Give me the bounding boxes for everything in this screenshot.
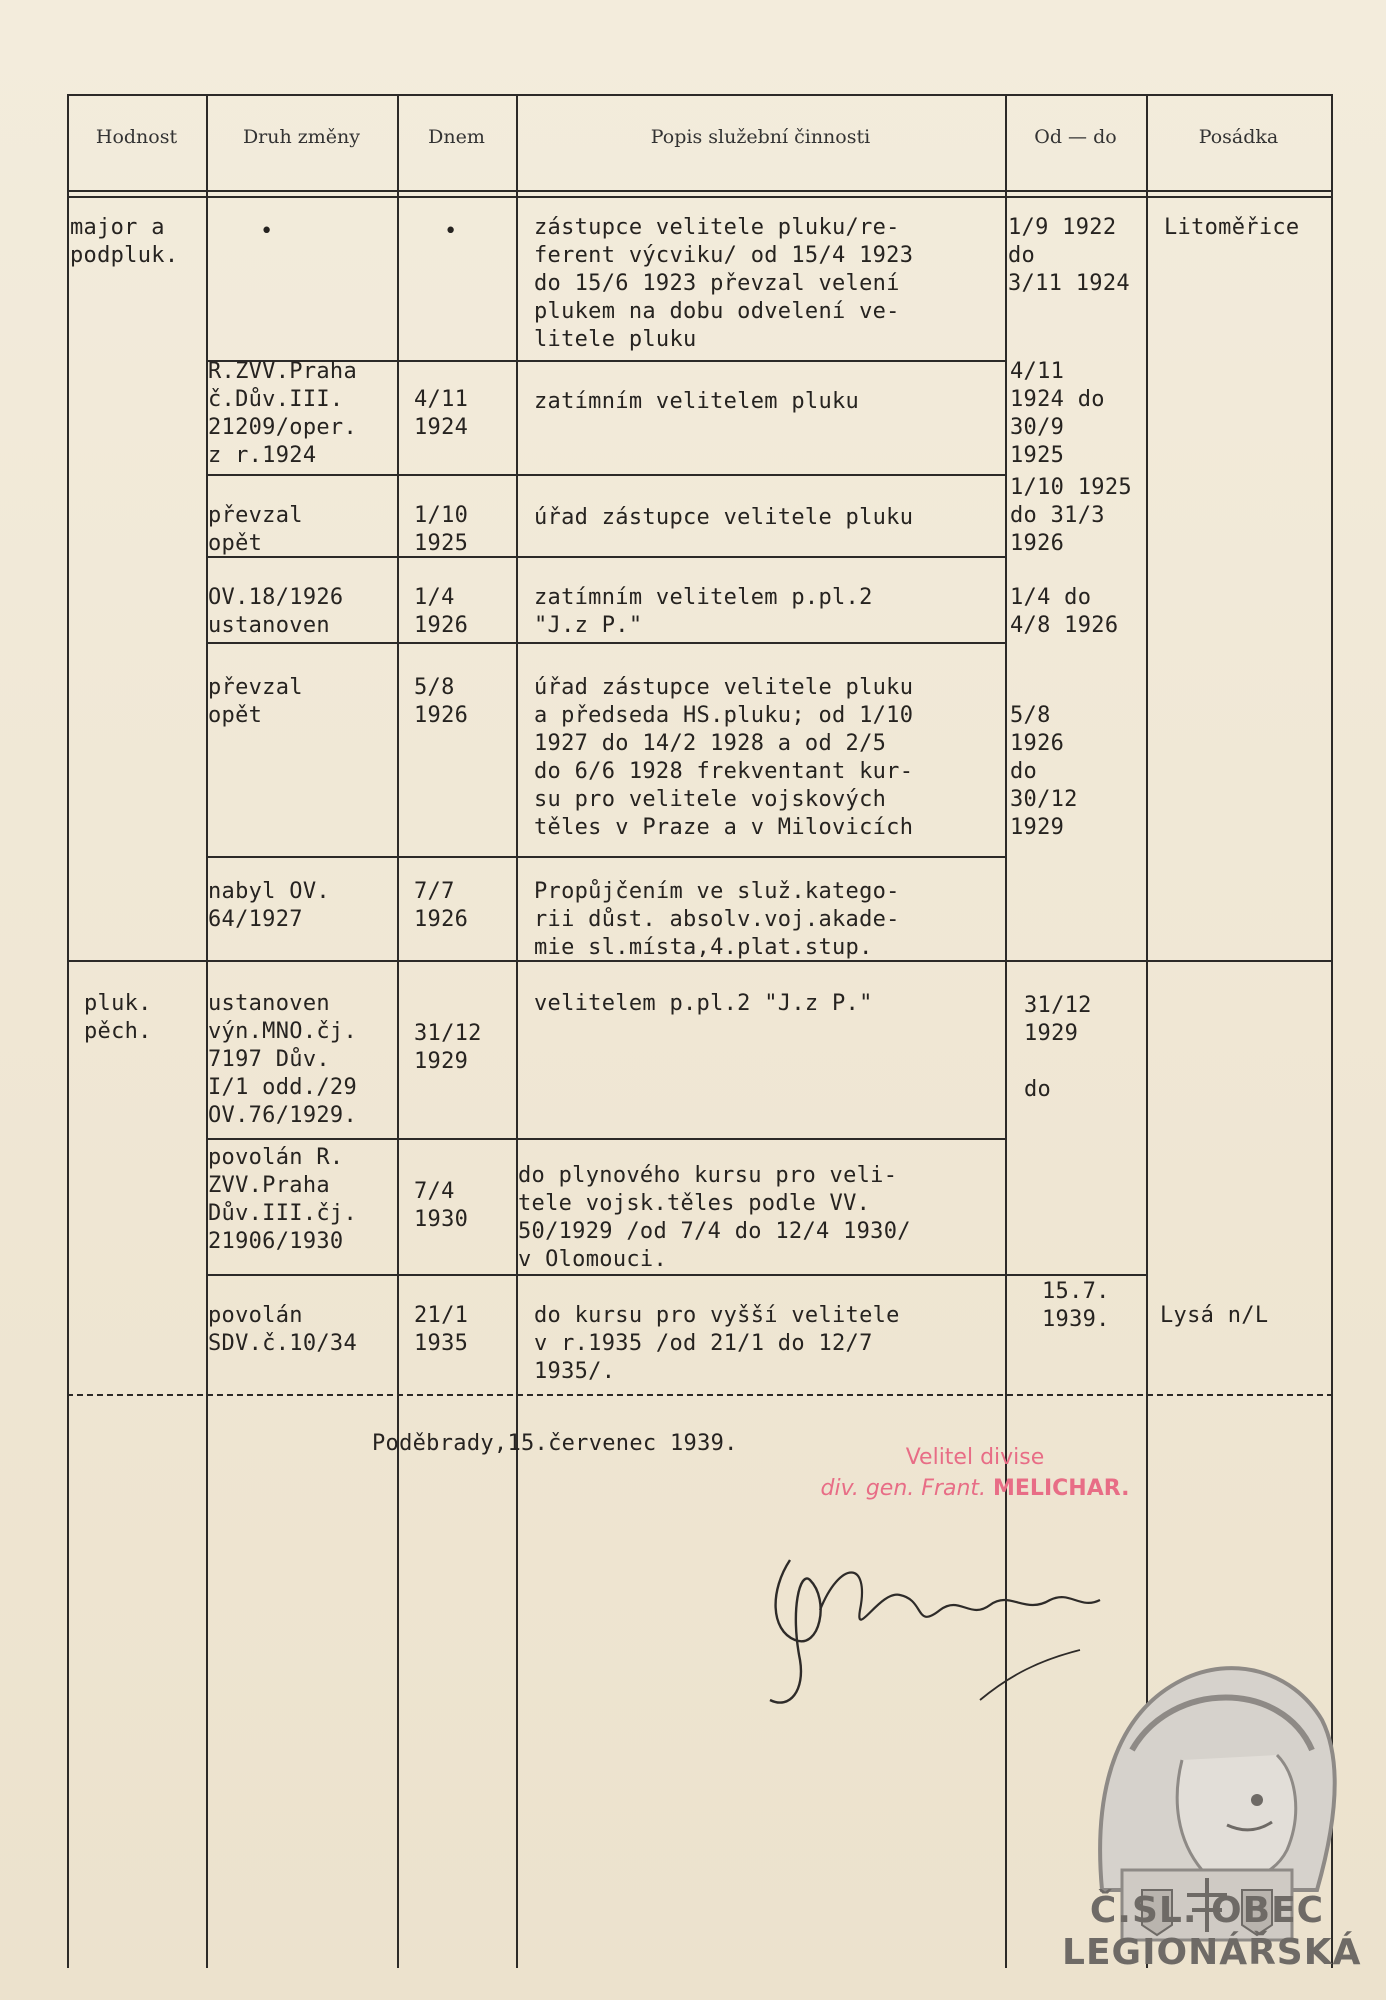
closing-dashed-rule xyxy=(67,1394,1333,1396)
cell-description: velitelem p.pl.2 "J.z P." xyxy=(534,991,873,1016)
cell-change: povolán R. ZVV.Praha Dův.III.čj. 21906/1930 xyxy=(208,1145,357,1254)
cell-day: 1/10 1925 xyxy=(414,503,469,556)
cell-change: • xyxy=(260,219,274,244)
cell-period: 15.7. 1939. xyxy=(1042,1279,1110,1332)
cell-description: úřad zástupce velitele pluku a předseda HS.pluku; od 1/10 1927 do 14/2 1928 a od 2/5 do 6/6 1928 frekventant kur- su pro velitele vojskových těles v Praze a v Milovicích xyxy=(534,675,914,840)
cell-description: do kursu pro vyšší velitele v r.1935 /od 21/1 do 12/7 1935/. xyxy=(534,1303,900,1384)
cell-change: ustanoven výn.MNO.čj. 7197 Dův. I/1 odd./29 OV.76/1929. xyxy=(208,991,357,1128)
cell-day: • xyxy=(444,219,458,244)
cell-period: 5/8 1926 do 30/12 1929 xyxy=(1010,703,1078,840)
column-rule xyxy=(516,94,518,1968)
header-rule xyxy=(67,190,1333,192)
cell-description: zatímním velitelem pluku xyxy=(534,389,860,414)
cell-description: úřad zástupce velitele pluku xyxy=(534,505,914,530)
cell-garrison: Lysá n/L xyxy=(1160,1303,1269,1328)
row-rule xyxy=(206,856,1006,858)
cell-period: 1/9 1922 do 3/11 1924 xyxy=(1008,215,1130,296)
row-rule xyxy=(206,642,1006,644)
cell-rank: pluk. pěch. xyxy=(84,991,152,1044)
row-rule xyxy=(1005,1274,1147,1276)
stamp-name-line xyxy=(785,1476,1165,1501)
stamp-title: Velitel divise xyxy=(905,1445,1045,1470)
header-rule xyxy=(67,196,1333,198)
stamp-surname: MELICHAR. xyxy=(993,1476,1130,1501)
cell-day: 7/7 1926 xyxy=(414,879,469,932)
cell-day: 1/4 1926 xyxy=(414,585,469,638)
header-garrison: Posádka xyxy=(1198,126,1279,148)
cell-day: 31/12 1929 xyxy=(414,1021,482,1074)
cell-day: 21/1 1935 xyxy=(414,1303,469,1356)
row-rule xyxy=(206,1274,1006,1276)
header-period: Od — do xyxy=(1034,126,1117,148)
header-rank: Hodnost xyxy=(95,126,178,148)
cell-description: do plynového kursu pro veli- tele vojsk.těles podle VV. 50/1929 /od 7/4 do 12/4 1930/ v Olomouci. xyxy=(518,1163,911,1272)
cell-day: 5/8 1926 xyxy=(414,675,469,728)
table-top-rule xyxy=(67,94,1333,96)
emblem-text-line1: Č.SL. OBEC xyxy=(1089,1890,1325,1931)
cell-description: Propůjčením ve služ.katego- rii důst. absolv.voj.akade- mie sl.místa,4.plat.stup. xyxy=(534,879,900,960)
row-rule xyxy=(206,474,1006,476)
header-day: Dnem xyxy=(428,126,485,148)
emblem-text-line2: LEGIONÁŘSKÁ xyxy=(1062,1932,1362,1973)
cell-change: převzal opět xyxy=(208,675,303,728)
cell-rank: major a podpluk. xyxy=(70,215,179,268)
row-rule xyxy=(206,556,1006,558)
cell-period: 4/11 1924 do 30/9 1925 xyxy=(1010,359,1105,468)
header-change: Druh změny xyxy=(242,126,361,148)
cell-change: převzal opět xyxy=(208,503,303,556)
cell-change: OV.18/1926 ustanoven xyxy=(208,585,344,638)
cell-change: povolán SDV.č.10/34 xyxy=(208,1303,357,1356)
header-description: Popis služební činnosti xyxy=(650,126,871,148)
table-border-left xyxy=(67,94,69,1968)
cell-day: 4/11 1924 xyxy=(414,387,469,440)
cell-day: 7/4 1930 xyxy=(414,1179,469,1232)
row-rule xyxy=(206,1138,1006,1140)
cell-garrison: Litoměřice xyxy=(1164,215,1300,240)
commander-stamp xyxy=(785,1445,1165,1501)
place-and-date: Poděbrady,15.červenec 1939. xyxy=(372,1431,738,1456)
column-rule xyxy=(397,94,399,1968)
cell-description: zatímním velitelem p.pl.2 "J.z P." xyxy=(534,585,873,638)
cell-period: 1/4 do 4/8 1926 xyxy=(1010,585,1119,638)
cell-period: 31/12 1929 do xyxy=(1024,993,1092,1102)
cell-description: zástupce velitele pluku/re- ferent výcviku/ od 15/4 1923 do 15/6 1923 převzal velení plukem na dobu odvelení ve- litele pluku xyxy=(534,215,914,352)
stamp-rank: div. gen. Frant. xyxy=(820,1476,994,1501)
cell-change: nabyl OV. 64/1927 xyxy=(208,879,330,932)
cell-period: 1/10 1925 do 31/3 1926 xyxy=(1010,475,1132,556)
cell-change: R.ZVV.Praha č.Dův.III. 21209/oper. z r.1924 xyxy=(208,359,357,468)
